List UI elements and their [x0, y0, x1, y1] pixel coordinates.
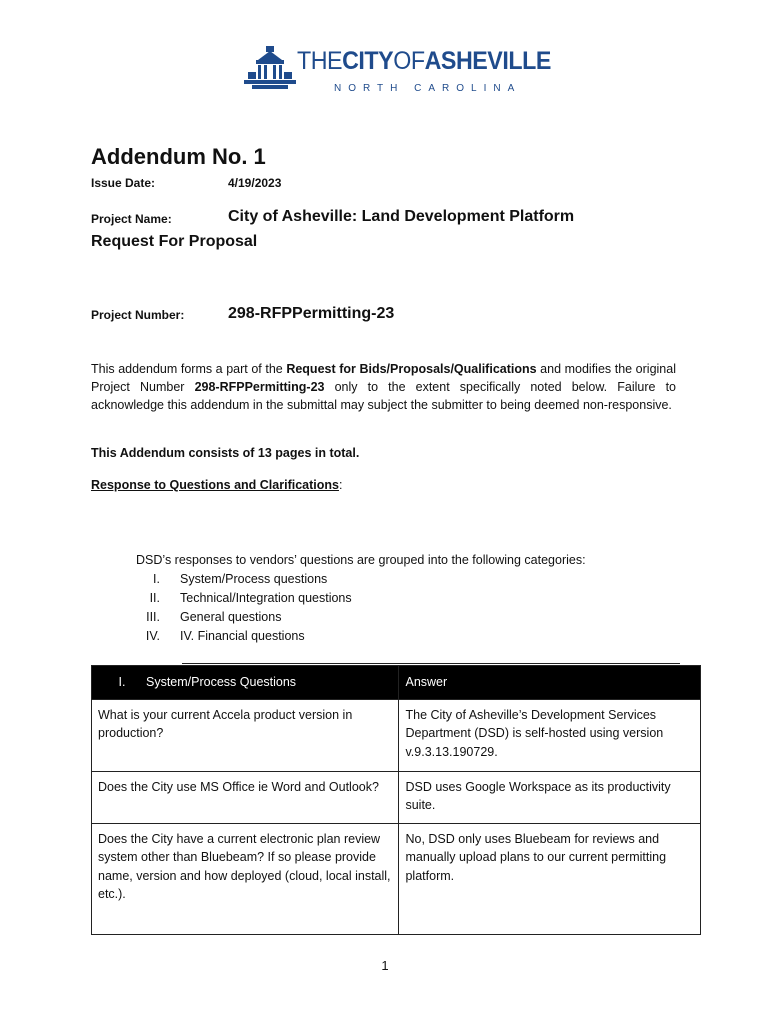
- pages-note: This Addendum consists of 13 pages in total.: [91, 446, 360, 460]
- issue-date-value: 4/19/2023: [228, 176, 282, 190]
- categories-list: [136, 551, 586, 646]
- qa-table: [91, 665, 701, 935]
- project-name-label: Project Name:: [91, 212, 172, 226]
- list-item: II. Technical/Integration questions: [149, 591, 352, 605]
- page-title: Addendum No. 1: [91, 144, 266, 169]
- logo-subtitle: NORTH CAROLINA: [334, 83, 522, 94]
- addendum-intro-paragraph: This addendum forms a part of the Request for Bids/Proposals/Qualifications and modifies the original Project Number 298-RFPPermitting-23 only to the extent specifically noted below. Failure to acknowledge this addendum in the submittal may subject the submitter to being deemed non-responsive.: [91, 362, 676, 412]
- city-hall-icon: [244, 46, 296, 94]
- question-cell: Does the City have a current electronic plan review system other than Bluebeam? If so please provide name, version and how deployed (cloud, local install, etc.).: [92, 823, 399, 934]
- answer-header: Answer: [399, 666, 701, 700]
- categories-intro: DSD’s responses to vendors’ questions are grouped into the following categories:: [136, 553, 586, 567]
- list-item: I. System/Process questions: [153, 572, 328, 586]
- answer-cell: No, DSD only uses Bluebeam for reviews and manually upload plans to our current permitting platform.: [399, 823, 701, 934]
- project-name-value: City of Asheville: Land Development Platform: [228, 208, 575, 225]
- project-name-continued: Request For Proposal: [91, 233, 258, 250]
- table-row: [92, 699, 701, 771]
- question-cell: Does the City use MS Office ie Word and Outlook?: [92, 771, 399, 823]
- table-top-rule: [182, 663, 680, 664]
- table-row: [92, 771, 701, 823]
- section-header: I. System/Process Questions: [92, 666, 399, 700]
- project-number-value: 298-RFPPermitting-23: [228, 305, 395, 322]
- list-item: III. General questions: [146, 610, 282, 624]
- city-logo: [244, 44, 551, 100]
- response-heading: Response to Questions and Clarifications:: [91, 478, 343, 492]
- answer-cell: DSD uses Google Workspace as its productivity suite.: [399, 771, 701, 823]
- table-header-row: [92, 666, 701, 700]
- issue-date-label: Issue Date:: [91, 176, 156, 190]
- table-row: [92, 823, 701, 934]
- page-number: 1: [381, 958, 389, 973]
- question-cell: What is your current Accela product version in production?: [92, 699, 399, 771]
- answer-cell: The City of Asheville’s Development Services Department (DSD) is self-hosted using version v.9.3.13.190729.: [399, 699, 701, 771]
- list-item: IV. IV. Financial questions: [145, 629, 305, 643]
- logo-wordmark: THECITYOFASHEVILLE: [297, 47, 551, 75]
- project-number-label: Project Number:: [91, 308, 185, 322]
